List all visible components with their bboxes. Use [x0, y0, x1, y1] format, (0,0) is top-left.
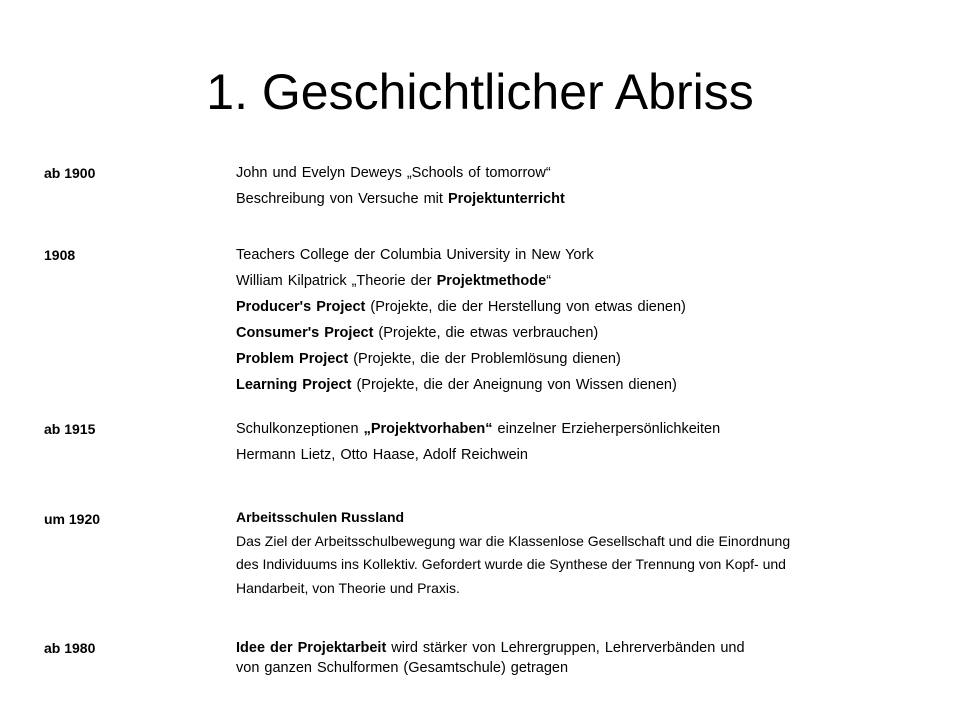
entry-line [236, 294, 936, 320]
entry-line [236, 553, 936, 577]
entry-line [236, 442, 936, 468]
entry-line [236, 268, 936, 294]
bold-term: Projektunterricht [447, 191, 565, 207]
slide-title: 1. Geschichtlicher Abriss [206, 64, 754, 120]
entry-year: ab 1915 [44, 421, 96, 437]
entry-year: ab 1900 [44, 165, 96, 181]
entry-line [236, 506, 936, 530]
bold-term: Projektmethode [436, 273, 547, 289]
text-run: des Individuums ins Kollektiv. Gefordert wurde die Synthese der Trennung von Kopf- und [236, 556, 786, 572]
entry-line [236, 186, 936, 212]
entry-line [236, 530, 936, 554]
entry-line [236, 577, 936, 601]
bold-term: Problem Project [236, 351, 349, 367]
bold-term: „Projektvorhaben“ [363, 421, 493, 437]
text-run: wird stärker von Lehrergruppen, Lehrerverbänden und [386, 640, 745, 656]
entry-line [236, 242, 936, 268]
entry-line [236, 416, 936, 442]
text-run: John und Evelyn Deweys „Schools of tomorrow“ [236, 165, 551, 181]
bold-term: Arbeitsschulen Russland [236, 509, 405, 525]
entry-lines [236, 638, 936, 678]
bold-term: Producer's Project [236, 299, 366, 315]
text-run: einzelner Erzieherpersönlichkeiten [492, 421, 721, 437]
entry-line [236, 658, 936, 678]
text-run: “ [546, 273, 552, 289]
entry-year: ab 1980 [44, 640, 96, 656]
entry-line [236, 638, 936, 658]
entry-line [236, 160, 936, 186]
entry-lines [236, 160, 936, 212]
text-run: Beschreibung von Versuche mit [236, 191, 448, 207]
bold-term: Consumer's Project [236, 325, 374, 341]
bold-term: Learning Project [236, 377, 352, 393]
text-run: William Kilpatrick „Theorie der [236, 273, 437, 289]
text-run: Schulkonzeptionen [236, 421, 364, 437]
entry-year: 1908 [44, 247, 76, 263]
entry-line [236, 346, 936, 372]
text-run: von ganzen Schulformen (Gesamtschule) getragen [236, 660, 569, 676]
text-run: (Projekte, die der Herstellung von etwas dienen) [365, 299, 686, 315]
text-run: Das Ziel der Arbeitsschulbewegung war die Klassenlose Gesellschaft und die Einordnung [236, 532, 791, 549]
entry-year: um 1920 [44, 511, 101, 527]
bold-term: Idee der Projektarbeit [236, 640, 387, 656]
entry-lines [236, 506, 936, 600]
text-run: (Projekte, die etwas verbrauchen) [373, 325, 599, 341]
entry-line [236, 372, 936, 398]
text-run: Hermann Lietz, Otto Haase, Adolf Reichwein [236, 447, 528, 463]
entry-lines [236, 242, 936, 398]
entry-line [236, 320, 936, 346]
text-run: (Projekte, die der Problemlösung dienen) [348, 351, 621, 367]
text-run: Handarbeit, von Theorie und Praxis. [236, 579, 460, 596]
text-run: Teachers College der Columbia University in New York [236, 247, 594, 263]
text-run: (Projekte, die der Aneignung von Wissen dienen) [351, 377, 677, 393]
entry-lines [236, 416, 936, 468]
